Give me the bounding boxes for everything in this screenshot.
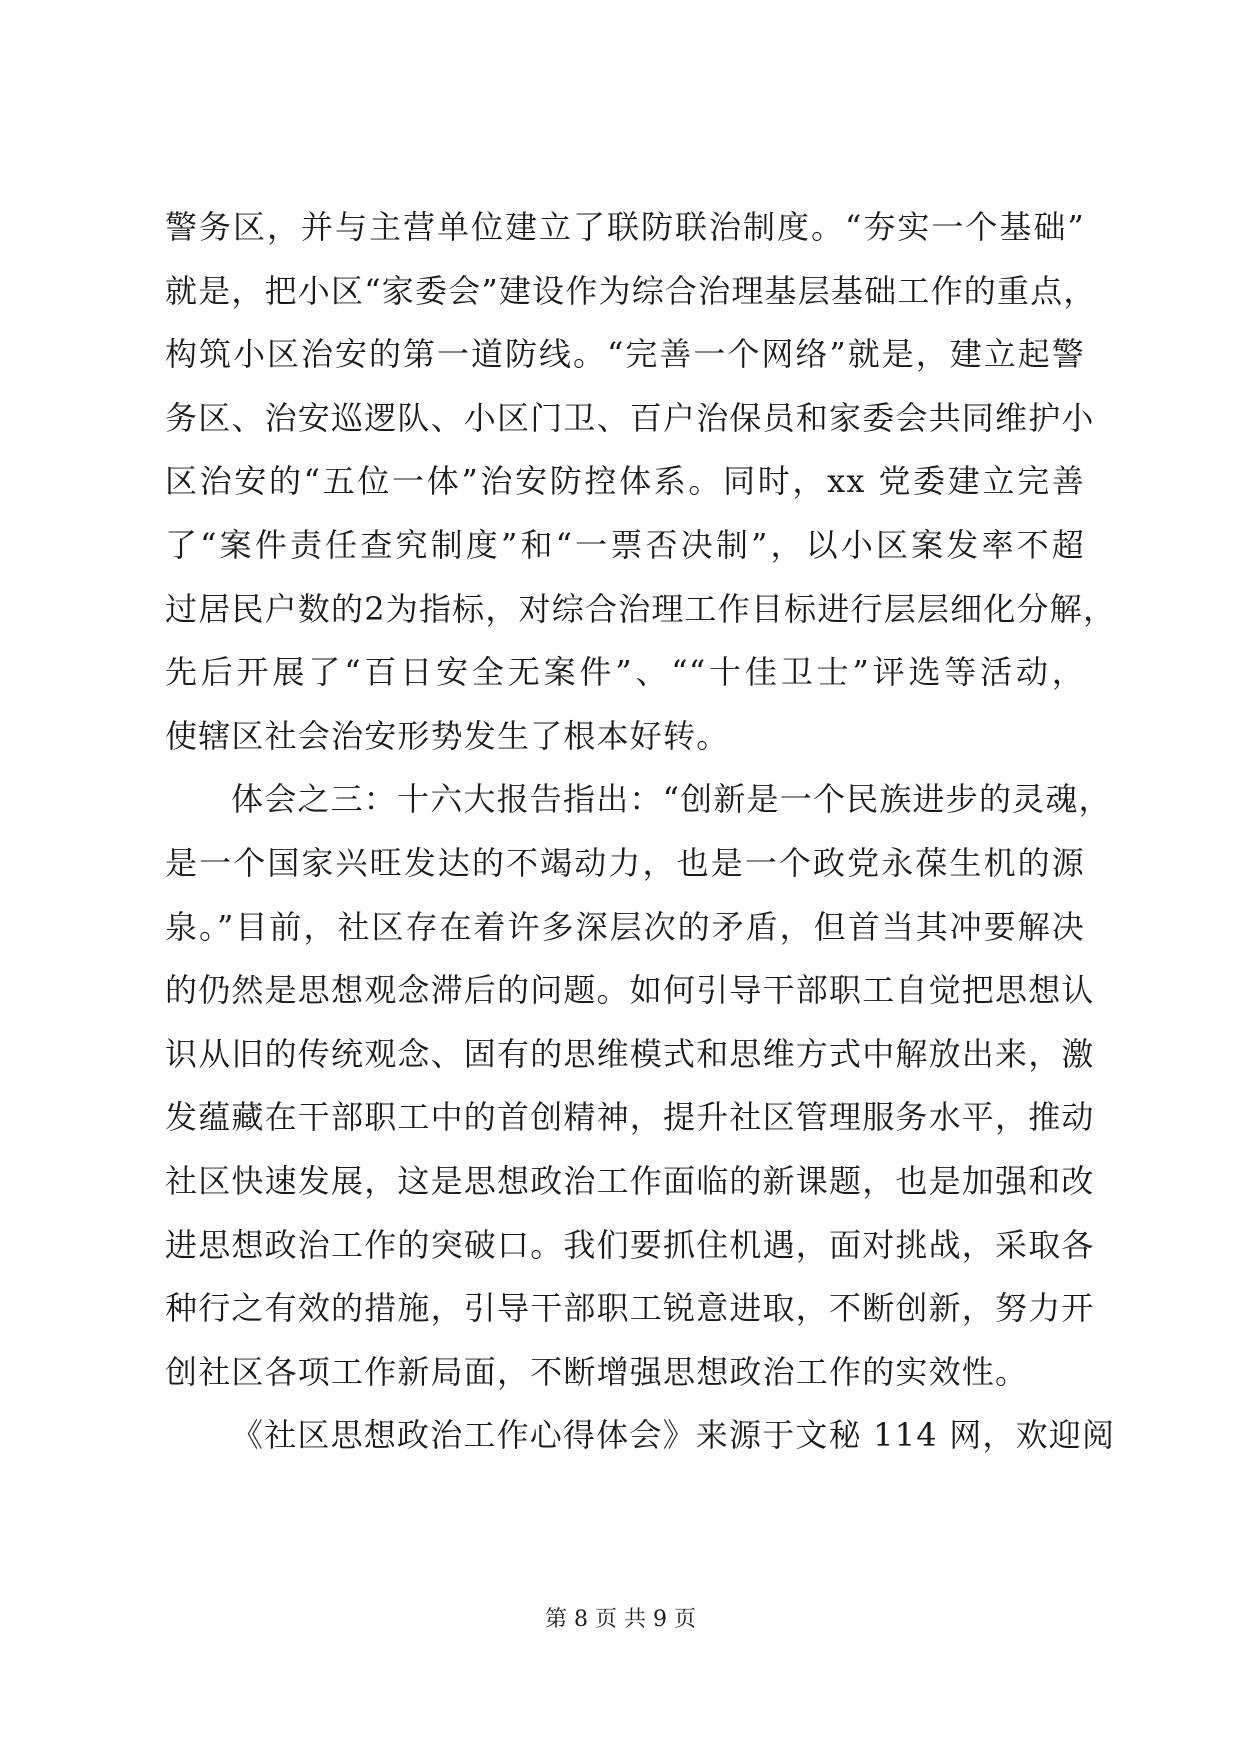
text-line: 先后开展了“百日安全无案件”、““十佳卫士”评选等活动， <box>165 653 1085 692</box>
paragraph-1 <box>165 196 1117 768</box>
paragraph-2 <box>165 768 1112 1404</box>
document-body <box>165 196 1117 1468</box>
text-line: 区治安的“五位一体”治安防控体系。同时，xx 党委建立完善 <box>165 462 1085 501</box>
text-line: 使辖区社会治安形势发生了根本好转。 <box>165 716 730 755</box>
text-line: 创社区各项工作新局面，不断增强思想政治工作的实效性。 <box>165 1352 1029 1391</box>
text-line: 种行之有效的措施，引导干部职工锐意进取，不断创新，努力开 <box>165 1289 1095 1328</box>
text-line: 构筑小区治安的第一道防线。“完善一个网络”就是，建立起警 <box>165 335 1085 374</box>
text-line: 发蕴藏在干部职工中的首创精神，提升社区管理服务水平，推动 <box>165 1098 1095 1137</box>
text-line: 体会之三：十六大报告指出：“创新是一个民族进步的灵魂， <box>231 780 1112 819</box>
text-line: 就是，把小区“家委会”建设作为综合治理基层基础工作的重点， <box>165 271 1097 310</box>
page-number-footer: 第 8 页 共 9 页 <box>545 1607 696 1632</box>
text-line: 泉。”目前，社区存在着许多深层次的矛盾，但首当其冲要解决 <box>165 907 1085 946</box>
text-line: 过居民户数的2为指标，对综合治理工作目标进行层层细化分解， <box>165 589 1117 628</box>
text-line: 进思想政治工作的突破口。我们要抓住机遇，面对挑战，采取各 <box>165 1225 1095 1264</box>
text-line: 务区、治安巡逻队、小区门卫、百户治保员和家委会共同维护小 <box>165 398 1095 437</box>
text-line: 是一个国家兴旺发达的不竭动力，也是一个政党永葆生机的源 <box>165 843 1085 882</box>
text-line: 《社区思想政治工作心得体会》来源于文秘 114 网，欢迎阅 <box>231 1416 1116 1455</box>
text-line: 识从旧的传统观念、固有的思维模式和思维方式中解放出来，激 <box>165 1034 1095 1073</box>
text-line: 社区快速发展，这是思想政治工作面临的新课题，也是加强和改 <box>165 1161 1095 1200</box>
text-line: 警务区，并与主营单位建立了联防联治制度。“夯实一个基础” <box>165 208 1085 246</box>
text-line: 了“案件责任查究制度”和“一票否决制”，以小区案发率不超 <box>165 525 1085 564</box>
paragraph-3 <box>165 1404 1116 1468</box>
text-line: 的仍然是思想观念滞后的问题。如何引导干部职工自觉把思想认 <box>165 971 1095 1010</box>
